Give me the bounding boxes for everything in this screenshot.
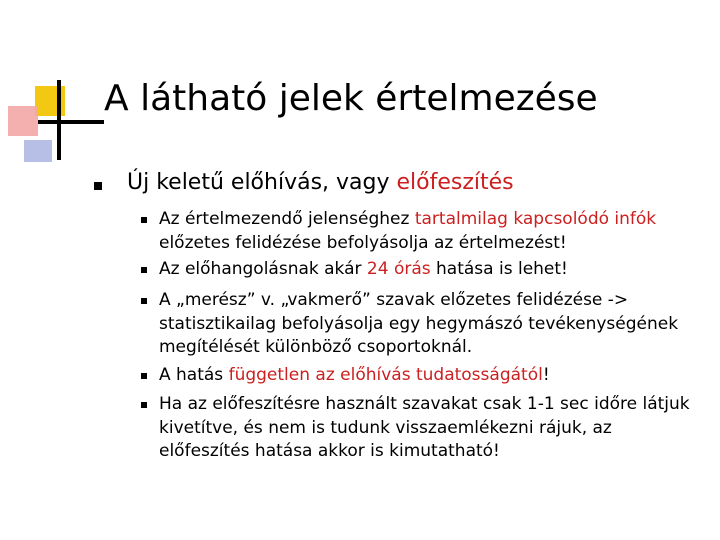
bullet-text: A „merész” v. „vakmerő” szavak előzetes felidézése -> statisztikailag befolyásolja egy hegymászó tevékenységének megítélését különböző csoportoknál. <box>159 290 679 357</box>
bullet-text: ! <box>542 365 550 385</box>
sub-bullet-item <box>159 393 699 464</box>
sub-bullet-marker <box>141 217 147 223</box>
sub-bullet-item <box>159 289 699 360</box>
highlighted-text: 24 órás <box>366 259 431 279</box>
highlighted-text: tartalmilag kapcsolódó infók <box>414 209 657 229</box>
bullet-text: előzetes felidézése befolyásolja az értelmezést! <box>159 232 567 253</box>
slide-logo-decoration <box>0 0 110 170</box>
sub-bullet-marker <box>141 267 147 273</box>
sub-bullet-marker <box>141 298 147 304</box>
bullet-text: A hatás <box>159 365 229 385</box>
bullet-text: hatása is lehet! <box>430 259 568 279</box>
bullet-text: Az értelmezendő jelenséghez <box>159 209 415 229</box>
sub-bullet-item <box>159 258 699 282</box>
bullet-text: Az előhangolásnak akár <box>159 259 367 279</box>
main-bullet-highlight: előfeszítés <box>396 170 514 195</box>
main-bullet <box>127 170 514 195</box>
bullet-text: Ha az előfeszítésre használt szavakat csak 1-1 sec időre látjuk kivetítve, és nem is tudunk visszaemlékezni rájuk, az előfeszítés hatása akkor is kimutatható! <box>159 394 690 461</box>
sub-bullet-item <box>159 364 699 388</box>
bullet-marker <box>94 182 102 190</box>
sub-bullet-marker <box>141 373 147 379</box>
sub-bullet-item <box>159 208 699 255</box>
main-bullet-text: Új keletű előhívás, vagy <box>127 170 397 195</box>
slide-title: A látható jelek értelmezése <box>104 78 598 119</box>
highlighted-text: független az előhívás tudatosságától <box>228 365 543 385</box>
sub-bullet-marker <box>141 402 147 408</box>
